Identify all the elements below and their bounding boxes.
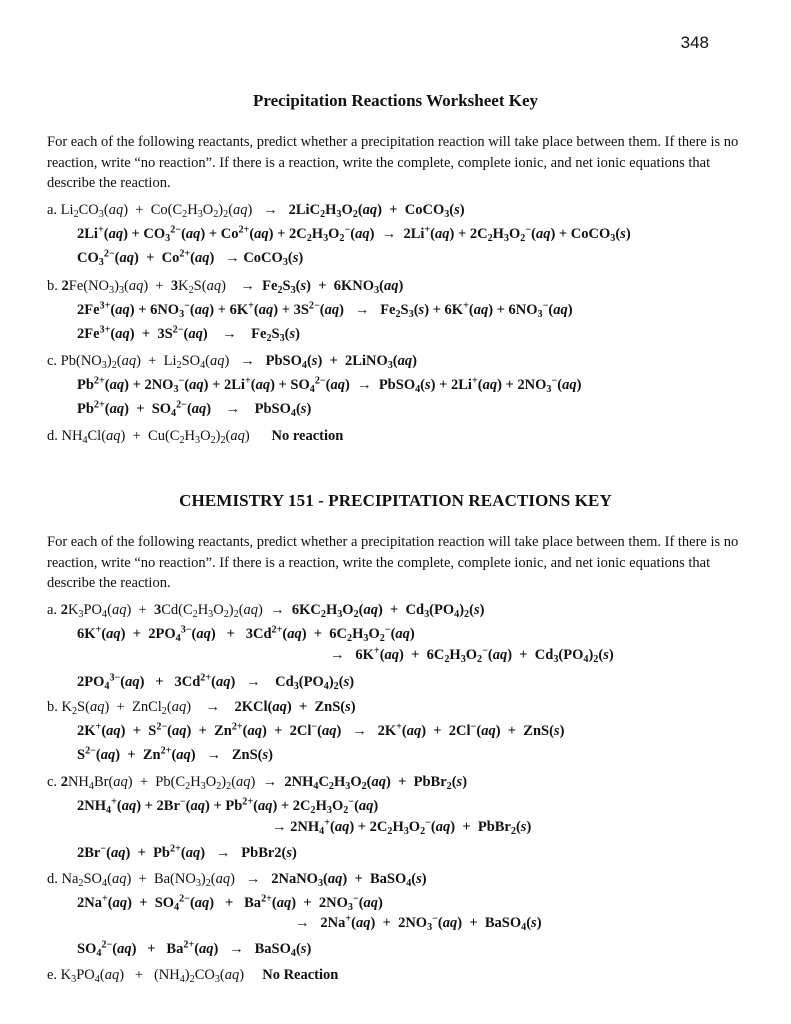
problem-1a-net-ionic: $CO_3^{2-}(aq) + Co^{2+}(aq)$ → CoCO$_3$(s) [77, 248, 304, 268]
problem-2c-complete-ionic-products: → $2NH_4^+(aq) + 2C_2H_3O_2^-(aq)$ + PbBr$_2$(s) [272, 817, 532, 837]
problem-2e-reaction: e. $K_3PO_4(aq) + (NH_4)_2CO_3(aq)$ No Reaction [47, 967, 339, 985]
problem-1b-reaction: b. $2Fe(NO_3)_3(aq) + 3K_2S(aq)$ → $Fe_2S_3(s) + 6KNO_3(aq)$ [47, 278, 404, 296]
problem-1d-reaction: d. $NH_4Cl(aq) + Cu(C_2H_3O_2)_2(aq)$ No reaction [47, 428, 344, 446]
problem-1c-reaction: c. $Pb(NO_3)_2(aq) + Li_2SO_4(aq)$ → PbSO$_4$(s) + 2LiNO$_3$(aq) [47, 353, 417, 371]
problem-2d-complete-ionic: $2Na^+(aq) + SO_4^{2-}(aq) + Ba^{2+}(aq) + 2NO_3^-(aq)$ [77, 893, 383, 913]
problem-2b-complete-ionic: $2K^+(aq) + S^{2-}(aq) + Zn^{2+}(aq) + 2Cl^-(aq) \to 2K^+(aq) + 2Cl^-(aq) + ZnS(s)$ [77, 721, 565, 739]
problem-2d-complete-ionic-products: → $2Na^+(aq) + 2NO_3^-(aq)$ + BaSO$_4$(s) [295, 913, 542, 933]
problem-1c-complete-ionic: $Pb^{2+}(aq) + 2NO_3^-(aq) + 2Li^+(aq) + SO_4^{2-}(aq)$ → PbSO$_4$(s) + $2Li^+(aq) + 2NO_3^-(aq)$ [77, 375, 582, 395]
problem-1d-result: No reaction [271, 428, 344, 444]
problem-2d-reaction: d. $Na_2SO_4(aq) + Ba(NO_3)_2(aq)$ → 2NaNO$_3$(aq) + BaSO$_4$(s) [47, 871, 427, 889]
problem-2a-net-ionic: $2PO_4^{3-}(aq) + 3Cd^{2+}(aq)$ → $Cd_3(PO_4)_2(s)$ [77, 672, 355, 692]
problem-1b-complete-ionic: $2Fe^{3+}(aq) + 6NO_3^-(aq) + 6K^+(aq) + 3S^{2-}(aq) \to Fe_2S_3(s) + 6K^+(aq) + 6NO_3^-(aq)$ [77, 300, 573, 320]
instructions-2: For each of the following reactants, predict whether a precipitation reaction will take place between them. If there is no reaction, write “no reaction”. If there is a reaction, write the complete, complete ionic, and net ionic equations that describe the reaction. [47, 534, 739, 591]
problem-1c-net-ionic: $Pb^{2+}(aq) + SO_4^{2-}(aq)$ → PbSO$_4$(s) [77, 399, 312, 419]
problem-2c-reaction: c. $2NH_4Br(aq) + Pb(C_2H_3O_2)_2(aq) \to 2NH_4C_2H_3O_2(aq)$ + PbBr$_2$(s) [47, 774, 468, 792]
problem-2b-reaction: b. $K_2S(aq)$ + ZnCl$_2$(aq) → 2KCl(aq) + ZnS(s) [47, 699, 356, 717]
instructions-1: For each of the following reactants, predict whether a precipitation reaction will take place between them. If there is no reaction, write “no reaction”. If there is a reaction, write the complete, complete ionic, and net ionic equations that describe the reaction. [47, 134, 739, 191]
problem-1a-complete-ionic: $2Li^+(aq) + CO_3^{2-}(aq) + Co^{2+}(aq) + 2C_2H_3O_2^-(aq) \to 2Li^+(aq) + 2C_2H_3O_2^-(aq)$ + CoCO$_3$(s) [77, 224, 631, 244]
problem-2a-reaction: a. $2K_3PO_4(aq) + 3Cd(C_2H_3O_2)_2(aq) \to 6KC_2H_3O_2(aq) + Cd_3(PO_4)_2(s)$ [47, 602, 485, 620]
problem-2e-result: No Reaction [262, 967, 339, 983]
problem-2c-net-ionic: $2Br^-(aq) + Pb^{2+}(aq)$ → PbBr2(s) [77, 843, 297, 861]
page-number: 348 [680, 33, 709, 52]
problem-2b-net-ionic: $S^{2-}(aq) + Zn^{2+}(aq) \to ZnS(s)$ [77, 745, 273, 763]
problem-2a-complete-ionic-products: → $6K^+(aq) + 6C_2H_3O_2^-(aq) + Cd_3(PO_4)_2(s)$ [330, 645, 614, 665]
problem-2d-net-ionic: $SO_4^{2-}(aq) + Ba^{2+}(aq)$ → BaSO$_4$(s) [77, 939, 312, 959]
key-title: CHEMISTRY 151 - PRECIPITATION REACTIONS KEY [179, 491, 612, 510]
worksheet-title: Precipitation Reactions Worksheet Key [252, 91, 539, 110]
problem-1a-reaction: a. $Li_2CO_3(aq) + Co(C_2H_3O_2)_2(aq) \to 2LiC_2H_3O_2(aq)$ + CoCO$_3$(s) [47, 202, 465, 220]
problem-2c-complete-ionic: $2NH_4^+(aq) + 2Br^-(aq) + Pb^{2+}(aq) + 2C_2H_3O_2^-(aq)$ [77, 796, 379, 816]
problem-2a-complete-ionic: $6K^+(aq) + 2PO_4^{3-}(aq) + 3Cd^{2+}(aq) + 6C_2H_3O_2^-(aq)$ [77, 624, 415, 644]
problem-1b-net-ionic: $2Fe^{3+}(aq) + 3S^{2-}(aq)$ → $Fe_2S_3(s)$ [77, 324, 300, 344]
